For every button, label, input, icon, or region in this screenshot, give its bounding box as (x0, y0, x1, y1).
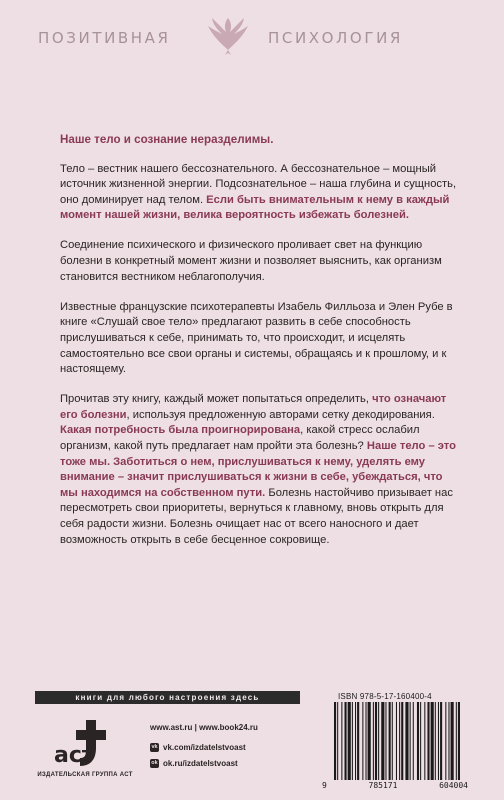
paragraph-4-highlight-3: Наше тело – это тоже мы. Заботиться о нем, прислушиваться к нему, уделять ему внимание – значит прислушиваться к жизни в себе, убеждаться, что мы находимся на собственном пути. (60, 440, 456, 499)
paragraph-2: Соединение психического и физического проливает свет на функцию болезни в конкретный момент жизни и позволяет выяснить, как организм становится вестником неблагополучия. (60, 239, 442, 283)
contact-links (150, 719, 258, 771)
paragraph-1-text: Тело – вестник нашего бессознательного. А бессознательное – мощный источник жизненной энергии. Подсознательное – наша глубина и сущность, оно доминирует над телом. (60, 162, 457, 206)
barcode (330, 702, 465, 780)
series-title-right: ПСИХОЛОГИЯ (268, 29, 403, 47)
paragraph-3: Известные французские психотерапевты Изабель Филльоза и Элен Рубе в книге «Слушай свое тело» предлагают развить в себе способность прислушиваться к себе, принимать то, что происходит, и исцелять самостоятельно все свои органы и системы, обращаясь и к прошлому, и к настоящему. (60, 300, 453, 376)
website-links[interactable]: www.ast.ru | www.book24.ru (150, 722, 258, 732)
lead-sentence: Наше тело и сознание неразделимы. (60, 133, 274, 146)
paragraph-4-text-2: , используя предложенную авторами сетку декодирования. (126, 408, 435, 421)
ok-link-text: ok.ru/izdatelstvoast (163, 758, 238, 768)
paragraph-4-text-1: Прочитав эту книгу, каждый может попытаться определить, (60, 393, 373, 406)
paragraph-4 (60, 392, 460, 548)
vk-icon: vk (151, 744, 158, 750)
paragraph-1-highlight: Если быть внимательным к нему в каждый момент нашей жизни, велика вероятность избежать болезней. (60, 193, 450, 222)
bird-icon (204, 16, 252, 56)
paragraph-4-text-4: Болезнь настойчиво призывает нас пересмотреть свои приоритеты, вернуться к главному, вновь открыть для себя радости жизни. Болезнь очищает нас от всего наносного и дает возможность открыть в себе бесценное сокровище. (60, 486, 453, 546)
paragraph-4-text-3: , какой стресс ослабил организм, какой путь предлагает нам пройти эта болезнь? (60, 424, 420, 452)
publisher-name: ИЗДАТЕЛЬСКАЯ ГРУППА АСТ (37, 772, 133, 778)
ast-logo (50, 718, 114, 770)
vk-link-text: vk.com/izdatelstvoast (163, 742, 246, 752)
vk-link[interactable] (150, 739, 258, 755)
paragraph-4-highlight-2: Какая потребность была проигнорирована (60, 424, 301, 437)
barcode-digit-group-1: 9 (322, 781, 327, 790)
barcode-digit-group-3: 604004 (439, 781, 468, 790)
tagline-banner: книги для любого настроения здесь (35, 691, 300, 704)
paragraph-1 (60, 162, 460, 224)
barcode-digits (322, 781, 468, 790)
ok-link[interactable] (150, 755, 258, 771)
ok-icon: ok (151, 760, 158, 766)
back-cover-text (60, 132, 460, 563)
series-title-left: ПОЗИТИВНАЯ (38, 29, 171, 47)
barcode-digit-group-2: 785171 (368, 781, 398, 790)
logo-text: аст (54, 743, 95, 768)
paragraph-4-highlight-1: что означают его болезни (60, 393, 447, 421)
isbn-label: ISBN 978-5-17-160400-4 (338, 692, 432, 701)
series-header (0, 0, 504, 70)
